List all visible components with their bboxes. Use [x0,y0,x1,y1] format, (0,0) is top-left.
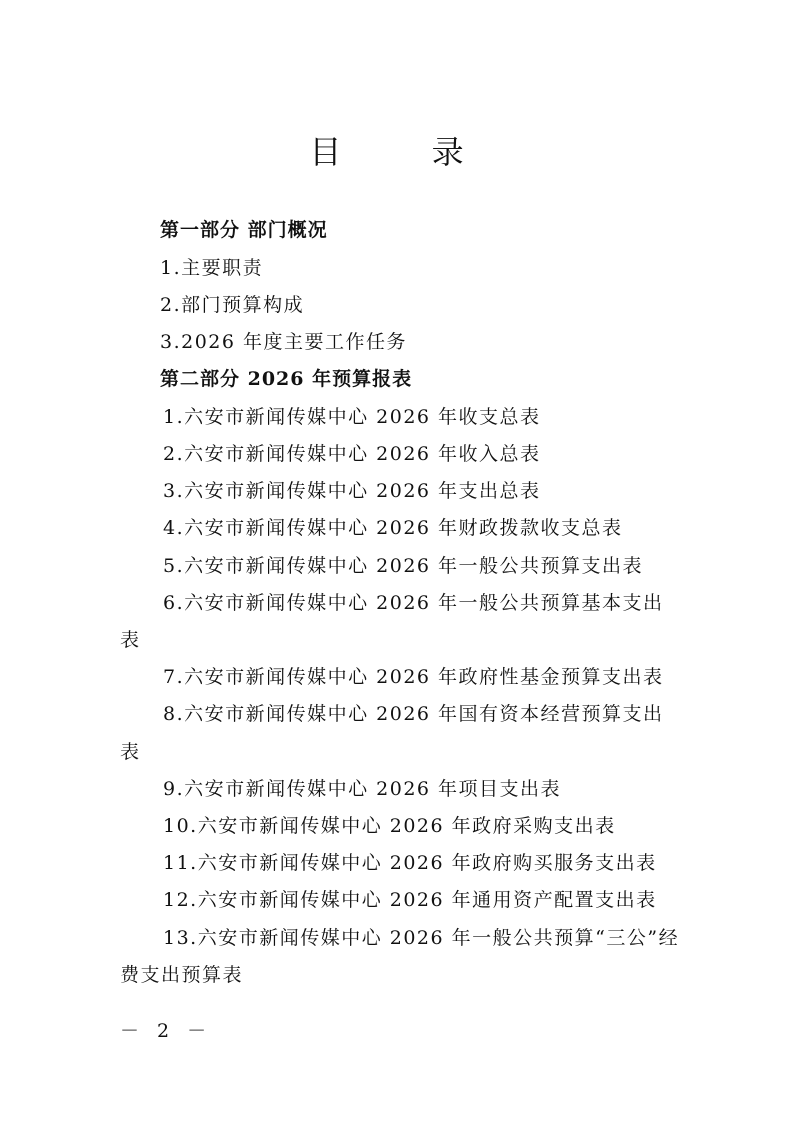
part2-item: 2.六安市新闻传媒中心 2026 年收入总表 [163,443,541,465]
part2-item: 9.六安市新闻传媒中心 2026 年项目支出表 [163,778,562,800]
part2-item: 3.六安市新闻传媒中心 2026 年支出总表 [163,480,541,502]
page-number: － 2 － [120,1020,213,1042]
part1-heading: 第一部分 部门概况 [160,219,328,241]
part2-item: 10.六安市新闻传媒中心 2026 年政府采购支出表 [163,815,616,837]
part2-item: 4.六安市新闻传媒中心 2026 年财政拨款收支总表 [163,517,623,539]
part2-heading: 第二部分 2026 年预算报表 [160,368,413,390]
part2-item: 8.六安市新闻传媒中心 2026 年国有资本经营预算支出 [163,703,664,725]
part2-item: 5.六安市新闻传媒中心 2026 年一般公共预算支出表 [163,555,644,577]
part2-item-continuation: 表 [120,629,141,651]
part2-item: 6.六安市新闻传媒中心 2026 年一般公共预算基本支出 [163,592,664,614]
part2-item: 13.六安市新闻传媒中心 2026 年一般公共预算“三公”经 [163,927,680,949]
part1-item: 2.部门预算构成 [160,294,305,316]
part2-item: 11.六安市新闻传媒中心 2026 年政府购买服务支出表 [163,852,657,874]
part2-item: 7.六安市新闻传媒中心 2026 年政府性基金预算支出表 [163,666,664,688]
part1-item: 3.2026 年度主要工作任务 [160,331,408,353]
part1-item: 1.主要职责 [160,257,264,279]
page-title: 目 录 [309,133,504,171]
part2-item: 1.六安市新闻传媒中心 2026 年收支总表 [163,406,541,428]
part2-item-continuation: 表 [120,741,141,763]
part2-item: 12.六安市新闻传媒中心 2026 年通用资产配置支出表 [163,889,657,911]
part2-item-continuation: 费支出预算表 [120,964,244,986]
